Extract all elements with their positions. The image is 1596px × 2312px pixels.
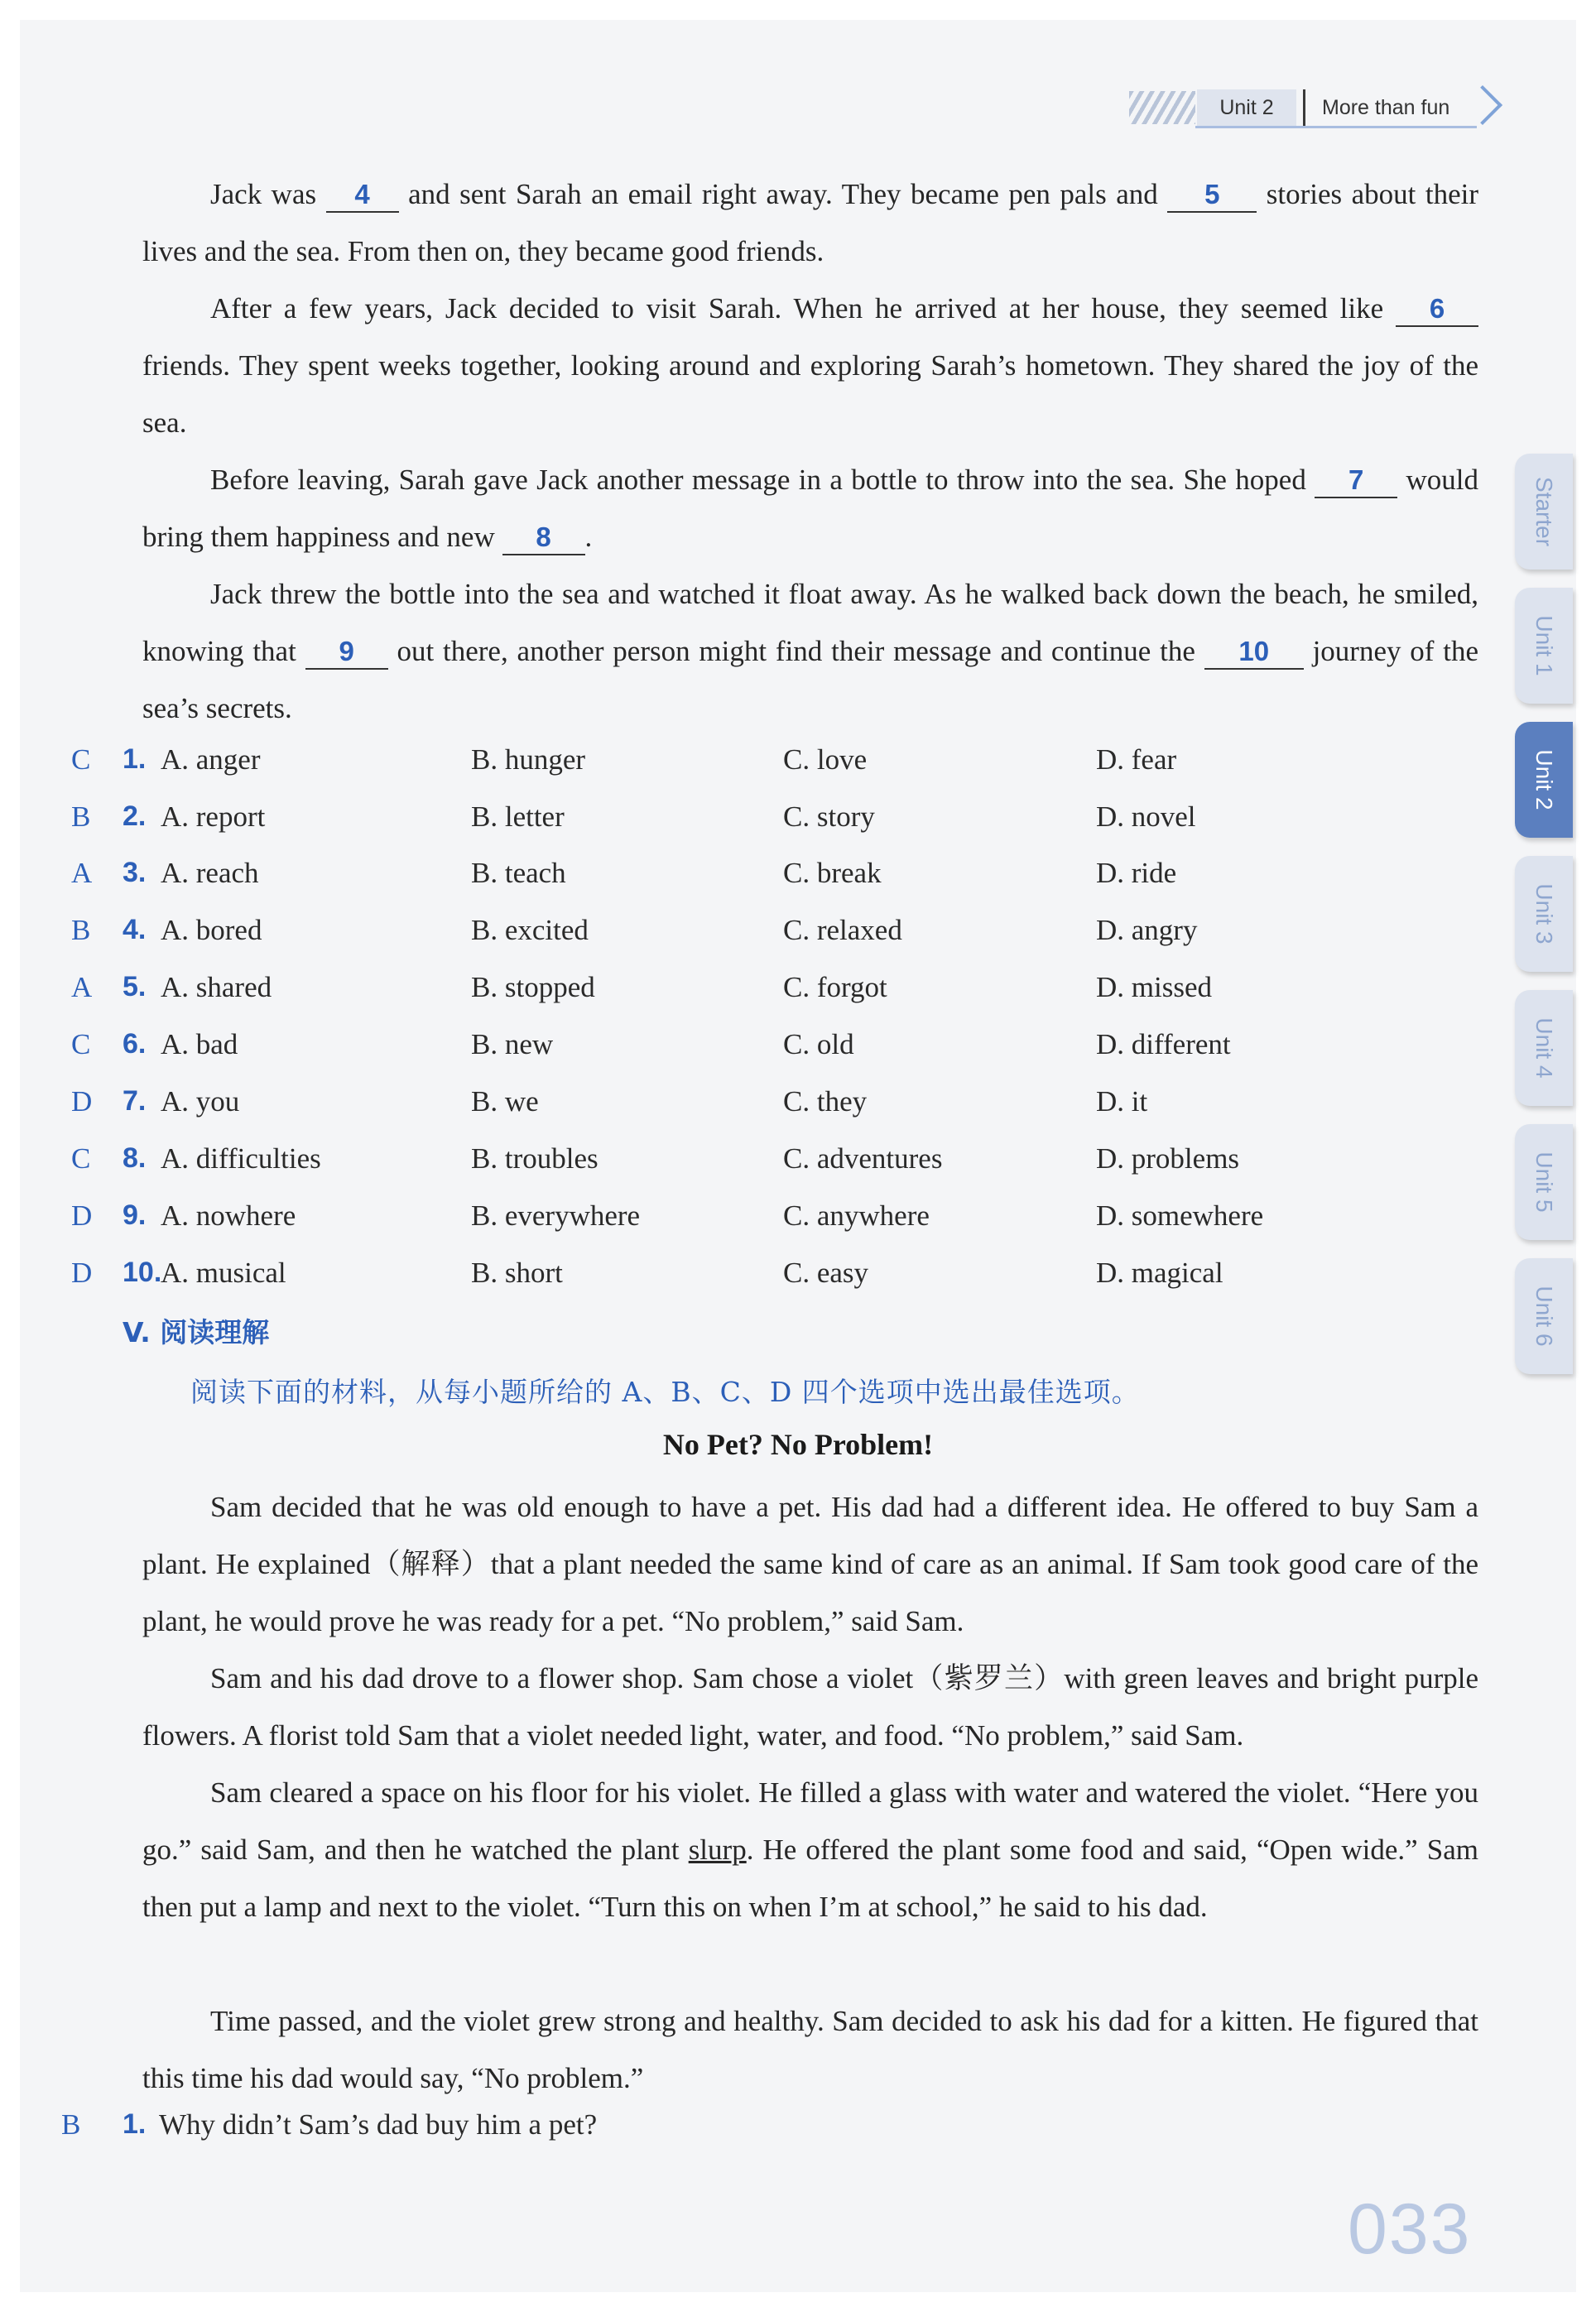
option-c: C. easy xyxy=(783,1257,869,1289)
question-number: 4. xyxy=(123,914,147,945)
text-segment: and sent Sarah an email right away. They became pen pals and xyxy=(408,178,1158,210)
option-a: A. nowhere xyxy=(161,1199,296,1232)
option-b: B. everywhere xyxy=(471,1199,641,1232)
option-a: A. difficulties xyxy=(161,1142,321,1175)
option-b: B. teach xyxy=(471,857,566,889)
section-title: V. 阅读理解 xyxy=(123,1316,270,1348)
blank-number: 5 xyxy=(1204,179,1220,209)
option-row xyxy=(20,907,1576,964)
cloze-paragraph-3 xyxy=(142,451,1478,565)
reading-paragraph-2: Sam and his dad drove to a flower shop. Sam chose a violet（紫罗兰）with green leaves and bright purple flowers. A florist told Sam that a violet needed light, water, and food. “No problem,” said Sam. xyxy=(142,1662,1478,1752)
option-d: D. novel xyxy=(1096,800,1196,833)
option-c: C. anywhere xyxy=(783,1199,930,1232)
blank-9 xyxy=(305,635,388,670)
text-segment: Jack was xyxy=(210,178,317,210)
blank-number: 4 xyxy=(354,179,370,209)
underlined-word: slurp xyxy=(688,1834,747,1866)
option-row xyxy=(20,850,1576,907)
blank-number: 7 xyxy=(1348,464,1364,495)
text-segment: journey of the sea’s secrets. xyxy=(142,635,1479,724)
cloze-paragraph-2 xyxy=(142,280,1478,451)
option-d: D. ride xyxy=(1096,857,1177,889)
reading-paragraph-4: Time passed, and the violet grew strong and healthy. Sam decided to ask his dad for a kitten. He figured that this time his dad would say, “No problem.” xyxy=(142,2005,1478,2094)
blank-5 xyxy=(1167,178,1257,213)
chevron-right-icon xyxy=(1463,85,1502,125)
tab-unit-6[interactable] xyxy=(1515,1258,1573,1374)
question-number: 7. xyxy=(123,1085,147,1117)
option-c: C. love xyxy=(783,743,868,776)
option-d: D. fear xyxy=(1096,743,1177,776)
handwritten-answer: A xyxy=(71,971,93,1003)
option-d: D. different xyxy=(1096,1028,1231,1060)
option-a: A. anger xyxy=(161,743,261,776)
question-number: 1. xyxy=(123,2108,147,2140)
option-c: C. story xyxy=(783,800,875,833)
option-a: A. musical xyxy=(161,1257,286,1289)
tab-label: Unit 3 xyxy=(1531,883,1557,945)
option-b: B. we xyxy=(471,1085,539,1118)
question-row xyxy=(20,2108,1576,2158)
blank-number: 6 xyxy=(1429,293,1445,324)
option-c: C. forgot xyxy=(783,971,887,1003)
header-underline xyxy=(1195,126,1477,128)
tab-starter[interactable] xyxy=(1515,454,1573,570)
reading-title: No Pet? No Problem! xyxy=(662,1428,934,1461)
blank-number: 10 xyxy=(1238,636,1270,666)
option-d: D. magical xyxy=(1096,1257,1223,1289)
tab-label: Unit 2 xyxy=(1531,749,1557,810)
text-segment: After a few years, Jack decided to visit Sarah. When he arrived at her house, they seemed like xyxy=(210,292,1384,324)
cloze-paragraph-4 xyxy=(142,565,1478,737)
question-text: Why didn’t Sam’s dad buy him a pet? xyxy=(159,2108,598,2141)
handwritten-answer: B xyxy=(71,800,91,833)
text-segment: Before leaving, Sarah gave Jack another message in a bottle to throw into the sea. She hoped xyxy=(210,464,1306,496)
text-segment: stories about their lives and the sea. From then on, they became good friends. xyxy=(142,178,1479,267)
text-segment: . xyxy=(584,521,593,553)
handwritten-answer: C xyxy=(71,1028,91,1060)
option-c: C. old xyxy=(783,1028,854,1060)
option-a: A. bored xyxy=(161,914,262,946)
question-number: 2. xyxy=(123,800,147,832)
handwritten-answer: D xyxy=(71,1199,93,1232)
handwritten-answer: C xyxy=(71,1142,91,1175)
option-a: A. report xyxy=(161,800,266,833)
option-b: B. short xyxy=(471,1257,563,1289)
option-row xyxy=(20,1079,1576,1136)
tab-label: Starter xyxy=(1531,476,1557,547)
option-b: B. troubles xyxy=(471,1142,598,1175)
option-row xyxy=(20,1193,1576,1250)
page-number: 033 xyxy=(1348,2189,1472,2269)
option-row xyxy=(20,1136,1576,1193)
option-b: B. excited xyxy=(471,914,589,946)
page xyxy=(20,20,1576,2292)
text-segment: Sam cleared a space on his floor for his violet. He filled a glass with water and watered the violet. “Here you go.” said Sam, and then he watched the plant xyxy=(142,1776,1478,1866)
header-title: More than fun xyxy=(1303,89,1449,126)
tab-unit-3[interactable] xyxy=(1515,856,1573,972)
running-header xyxy=(1129,84,1493,132)
option-c: C. adventures xyxy=(783,1142,943,1175)
section-instruction: 阅读下面的材料，从每小题所给的 A、B、C、D 四个选项中选出最佳选项。 xyxy=(190,1376,1140,1408)
option-c: C. relaxed xyxy=(783,914,902,946)
handwritten-answer: C xyxy=(71,743,91,776)
option-d: D. problems xyxy=(1096,1142,1240,1175)
question-number: 6. xyxy=(123,1028,147,1060)
option-row xyxy=(20,794,1576,851)
cloze-paragraph-1 xyxy=(142,166,1478,280)
tab-unit-5[interactable] xyxy=(1515,1124,1573,1240)
blank-10 xyxy=(1204,635,1304,670)
question-number: 10. xyxy=(123,1257,162,1288)
blank-4 xyxy=(326,178,399,213)
blank-6 xyxy=(1396,292,1478,327)
blank-7 xyxy=(1315,464,1397,498)
option-a: A. reach xyxy=(161,857,259,889)
option-b: B. hunger xyxy=(471,743,586,776)
option-d: D. it xyxy=(1096,1085,1148,1118)
handwritten-answer: D xyxy=(71,1257,93,1289)
tab-label: Unit 6 xyxy=(1531,1286,1557,1347)
blank-number: 8 xyxy=(536,522,551,552)
option-d: D. somewhere xyxy=(1096,1199,1264,1232)
option-row xyxy=(20,1250,1576,1307)
blank-8 xyxy=(502,521,585,555)
question-number: 3. xyxy=(123,857,147,888)
option-b: B. new xyxy=(471,1028,554,1060)
tab-unit-4[interactable] xyxy=(1515,990,1573,1106)
tab-unit-2[interactable] xyxy=(1515,722,1573,838)
option-b: B. stopped xyxy=(471,971,595,1003)
option-a: A. bad xyxy=(161,1028,238,1060)
tab-label: Unit 1 xyxy=(1531,615,1557,676)
option-d: D. angry xyxy=(1096,914,1198,946)
option-b: B. letter xyxy=(471,800,565,833)
question-number: 8. xyxy=(123,1142,147,1174)
text-segment: Jack threw the bottle into the sea and watched it float away. As he walked back down the beach, he smiled, knowing that xyxy=(142,578,1478,667)
tab-label: Unit 5 xyxy=(1531,1151,1557,1213)
header-stripes xyxy=(1129,91,1195,124)
option-a: A. shared xyxy=(161,971,272,1003)
blank-number: 9 xyxy=(339,636,354,666)
tab-label: Unit 4 xyxy=(1531,1017,1557,1079)
handwritten-answer: D xyxy=(71,1085,93,1118)
header-unit: Unit 2 xyxy=(1197,89,1296,126)
option-a: A. you xyxy=(161,1085,240,1118)
text-segment: out there, another person might find their message and continue the xyxy=(397,635,1195,667)
text-segment: friends. They spent weeks together, looking around and exploring Sarah’s hometown. They shared the joy of the sea. xyxy=(142,349,1478,439)
question-number: 5. xyxy=(123,971,147,1002)
question-number: 9. xyxy=(123,1199,147,1231)
handwritten-answer: B xyxy=(71,914,91,946)
text-segment: . He offered the plant some food and said, “Open wide.” Sam then put a lamp and next to the violet. “Turn this on when I’m at school,” he said to his dad. xyxy=(142,1834,1479,1923)
reading-paragraph-3 xyxy=(142,1764,1478,1935)
question-number: 1. xyxy=(123,743,147,775)
option-row xyxy=(20,964,1576,1021)
handwritten-answer: A xyxy=(71,857,93,889)
text-segment: would bring them happiness and new xyxy=(142,464,1479,553)
handwritten-answer: B xyxy=(61,2108,81,2141)
option-c: C. they xyxy=(783,1085,868,1118)
tab-unit-1[interactable] xyxy=(1515,588,1573,704)
option-row xyxy=(20,737,1576,794)
reading-paragraph-1: Sam decided that he was old enough to have a pet. His dad had a different idea. He offered to buy Sam a plant. He explained（解释）that a plant needed the same kind of care as an animal. If Sam took good care of the plant, he would prove he was ready for a pet. “No problem,” said Sam. xyxy=(142,1491,1478,1637)
option-c: C. break xyxy=(783,857,882,889)
option-row xyxy=(20,1021,1576,1079)
option-d: D. missed xyxy=(1096,971,1212,1003)
